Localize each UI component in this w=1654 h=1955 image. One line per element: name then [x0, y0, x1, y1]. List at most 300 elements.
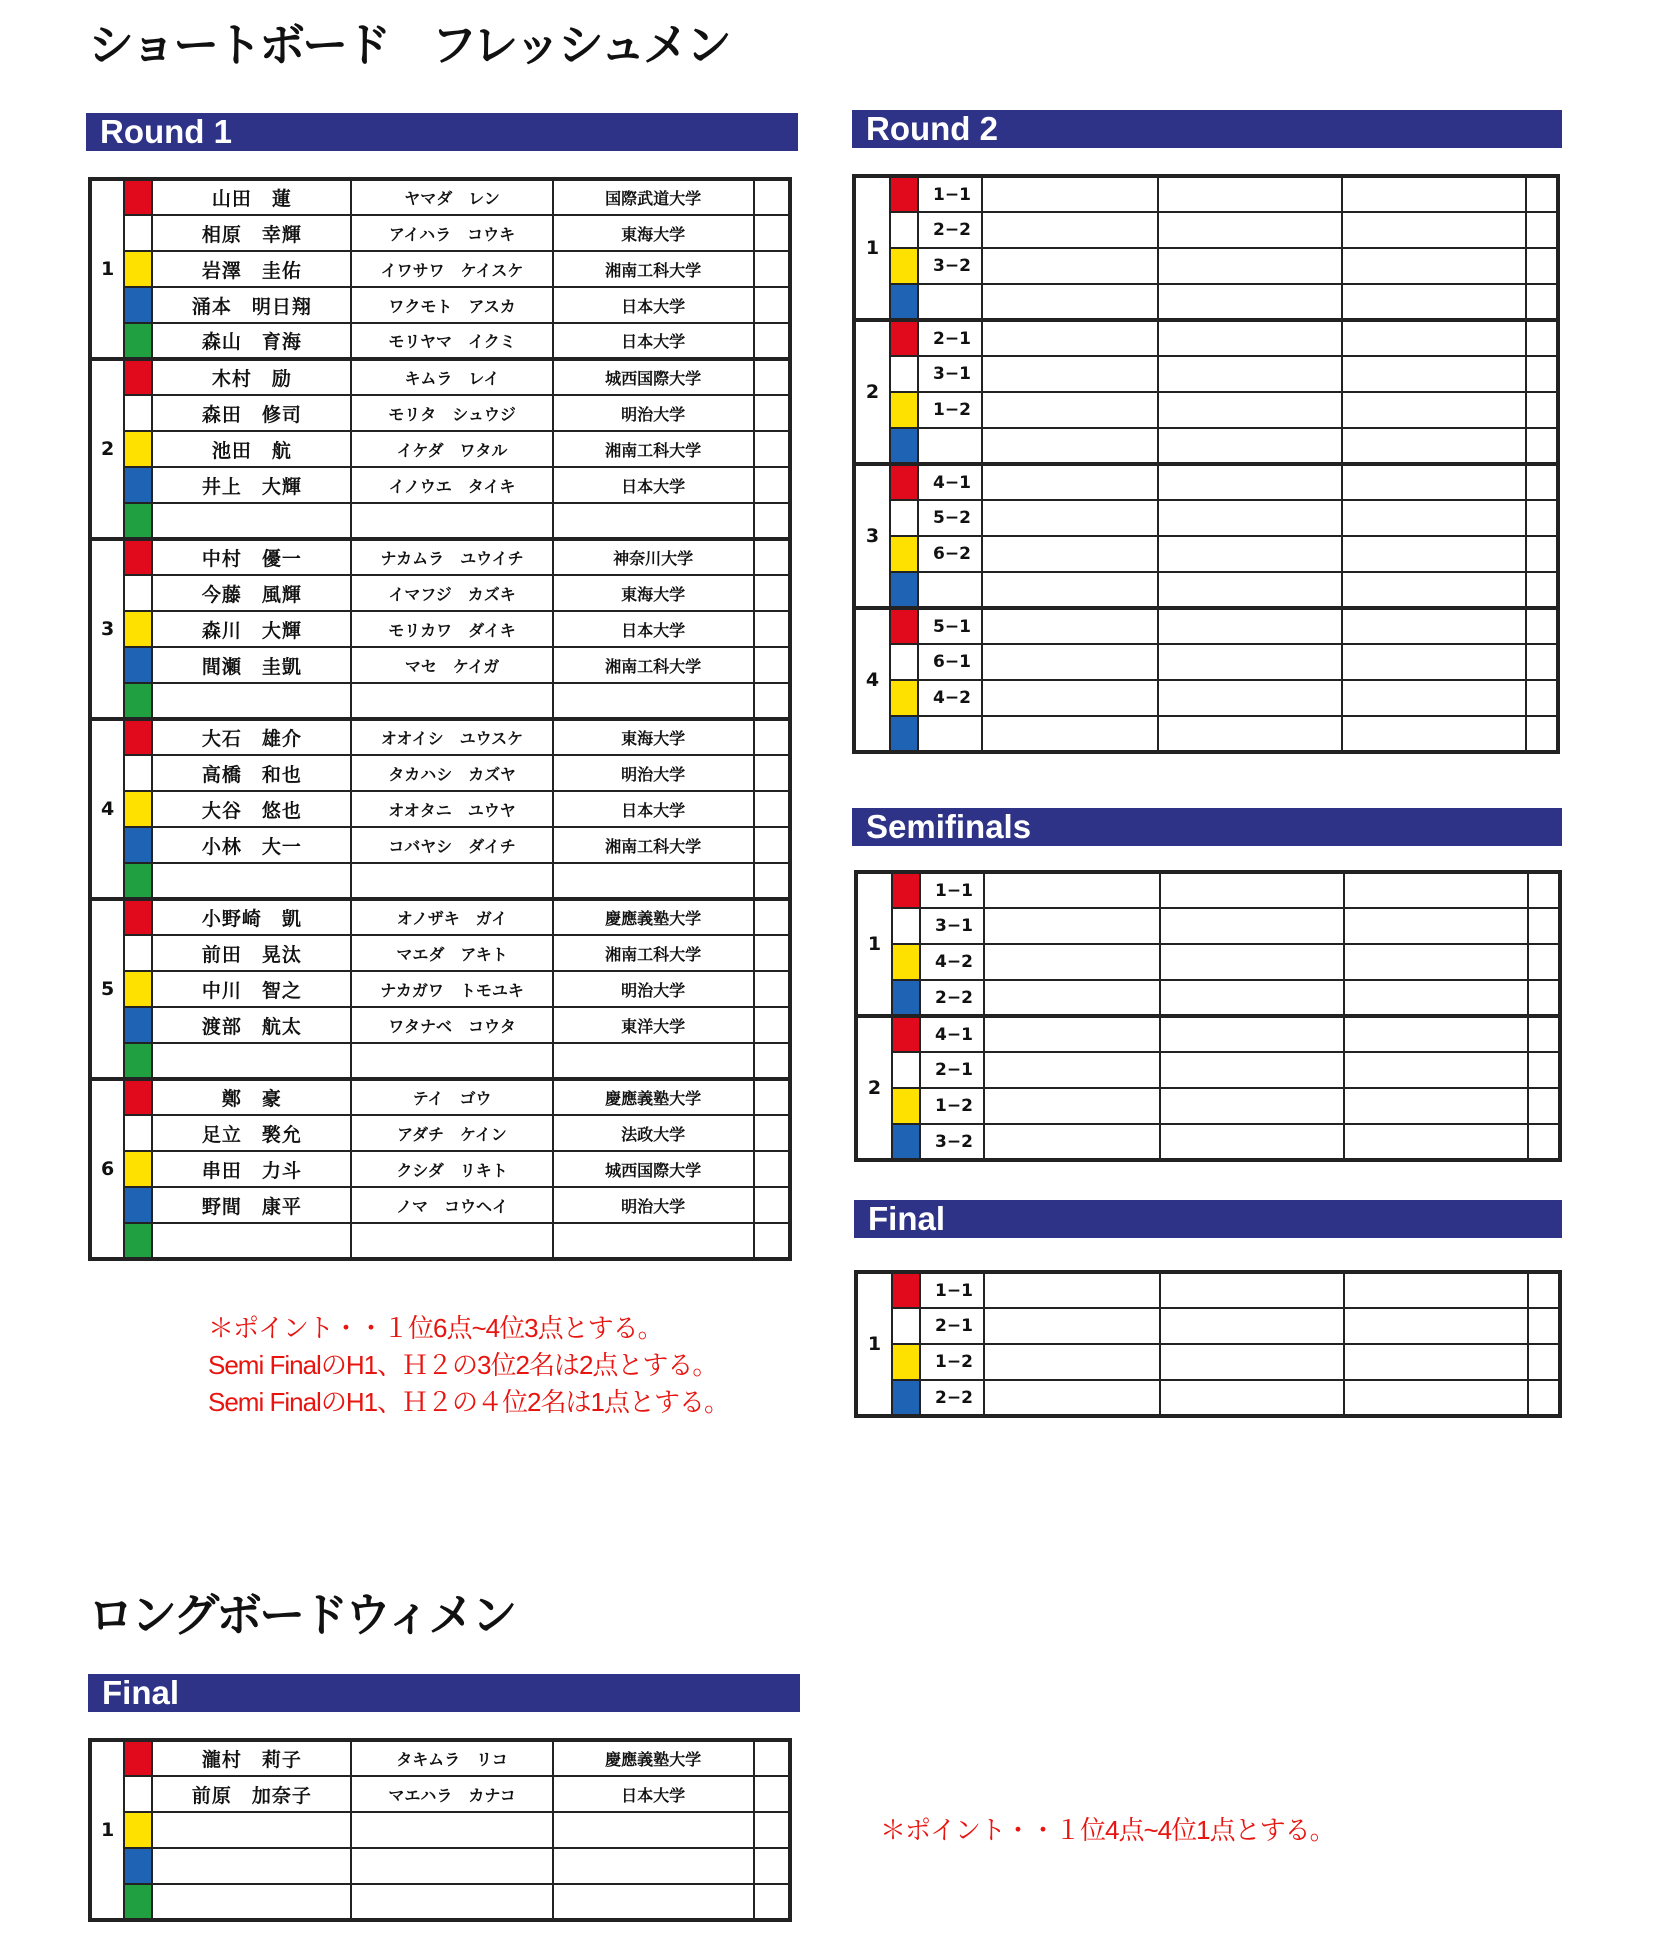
- surfer-name: [152, 1812, 351, 1848]
- surfer-kana: [351, 1043, 552, 1079]
- surfer-name: [152, 1884, 351, 1920]
- score-cell: [754, 1848, 790, 1884]
- surfer-kana: タカハシ カズヤ: [351, 755, 552, 791]
- entry-cell: [984, 1124, 1160, 1160]
- entry-cell: [984, 1380, 1160, 1416]
- table-row: [854, 464, 1558, 500]
- advance-code: 6−2: [918, 536, 982, 572]
- advance-code: 4−1: [918, 464, 982, 500]
- table-row: [856, 1380, 1560, 1416]
- heat-number: 5: [90, 899, 124, 1079]
- entry-cell: [984, 1016, 1160, 1052]
- jersey-color-green: [124, 323, 152, 359]
- table-row: [854, 428, 1558, 464]
- jersey-color-green: [124, 1043, 152, 1079]
- entry-cell: [982, 428, 1158, 464]
- jersey-color-red: [892, 1272, 920, 1308]
- surfer-university: 城西国際大学: [553, 1151, 754, 1187]
- jersey-color-yellow: [124, 971, 152, 1007]
- score-cell: [1526, 320, 1558, 356]
- entry-cell: [1344, 1016, 1528, 1052]
- advance-code: 2−1: [920, 1308, 984, 1344]
- advance-code: 1−1: [920, 1272, 984, 1308]
- jersey-color-white: [892, 1052, 920, 1088]
- entry-cell: [984, 872, 1160, 908]
- table-row: [90, 575, 790, 611]
- entry-cell: [982, 464, 1158, 500]
- surfer-university: 湘南工科大学: [553, 935, 754, 971]
- entry-cell: [1342, 356, 1526, 392]
- semifinals-table: [854, 870, 1562, 1162]
- advance-code: 4−2: [918, 680, 982, 716]
- surfer-kana: [351, 1812, 552, 1848]
- entry-cell: [982, 572, 1158, 608]
- entry-cell: [1160, 1380, 1344, 1416]
- table-row: [90, 719, 790, 755]
- score-cell: [754, 863, 790, 899]
- entry-cell: [1344, 1052, 1528, 1088]
- score-cell: [754, 899, 790, 935]
- entry-cell: [1160, 1016, 1344, 1052]
- surfer-kana: マセ ケイガ: [351, 647, 552, 683]
- table-row: [90, 1740, 790, 1776]
- surfer-name: 岩澤 圭佑: [152, 251, 351, 287]
- surfer-name: 足立 褧允: [152, 1115, 351, 1151]
- surfer-university: [553, 1043, 754, 1079]
- score-cell: [1528, 1052, 1560, 1088]
- jersey-color-blue: [892, 980, 920, 1016]
- entry-cell: [982, 212, 1158, 248]
- surfer-university: 明治大学: [553, 1187, 754, 1223]
- table-row: [90, 1115, 790, 1151]
- entry-cell: [1158, 176, 1342, 212]
- table-row: [856, 980, 1560, 1016]
- surfer-kana: マエハラ カナコ: [351, 1776, 552, 1812]
- heat-number: 1: [90, 1740, 124, 1920]
- jersey-color-yellow: [124, 1151, 152, 1187]
- entry-cell: [1344, 944, 1528, 980]
- table-row: [90, 431, 790, 467]
- round2-header: Round 2: [852, 110, 1562, 148]
- jersey-color-yellow: [124, 1812, 152, 1848]
- jersey-color-green: [124, 503, 152, 539]
- surfer-name: 鄭 豪: [152, 1079, 351, 1115]
- jersey-color-blue: [890, 716, 918, 752]
- note-line-3: Semi FinalのH1、Ｈ２の４位2名は1点とする。: [208, 1387, 729, 1417]
- table-row: [90, 215, 790, 251]
- surfer-name: 間瀬 圭凱: [152, 647, 351, 683]
- jersey-color-white: [890, 212, 918, 248]
- entry-cell: [982, 392, 1158, 428]
- heat-number: 4: [854, 608, 890, 752]
- entry-cell: [1160, 1052, 1344, 1088]
- table-row: [90, 1151, 790, 1187]
- table-row: [854, 644, 1558, 680]
- table-row: [90, 1848, 790, 1884]
- jersey-color-blue: [124, 827, 152, 863]
- surfer-kana: ワタナベ コウタ: [351, 1007, 552, 1043]
- table-row: [854, 572, 1558, 608]
- jersey-color-red: [890, 608, 918, 644]
- advance-code: [918, 284, 982, 320]
- entry-cell: [1342, 536, 1526, 572]
- entry-cell: [1344, 1344, 1528, 1380]
- score-cell: [754, 539, 790, 575]
- longboard-note: ＊ポイント・・１位4点~4位1点とする。: [880, 1815, 1335, 1845]
- entry-cell: [1344, 1272, 1528, 1308]
- score-cell: [754, 323, 790, 359]
- jersey-color-blue: [124, 287, 152, 323]
- score-cell: [754, 1079, 790, 1115]
- entry-cell: [982, 680, 1158, 716]
- surfer-name: 高橋 和也: [152, 755, 351, 791]
- jersey-color-red: [124, 179, 152, 215]
- score-cell: [1528, 944, 1560, 980]
- entry-cell: [1160, 1088, 1344, 1124]
- score-cell: [754, 359, 790, 395]
- advance-code: 4−1: [920, 1016, 984, 1052]
- score-cell: [754, 935, 790, 971]
- advance-code: 2−2: [920, 980, 984, 1016]
- surfer-university: [553, 1884, 754, 1920]
- table-row: [856, 1272, 1560, 1308]
- jersey-color-green: [124, 1223, 152, 1259]
- score-cell: [754, 791, 790, 827]
- entry-cell: [982, 284, 1158, 320]
- entry-cell: [1160, 908, 1344, 944]
- jersey-color-yellow: [124, 251, 152, 287]
- heat-number: 6: [90, 1079, 124, 1259]
- advance-code: 1−2: [918, 392, 982, 428]
- heat-number: 1: [856, 1272, 892, 1416]
- table-row: [854, 608, 1558, 644]
- surfer-name: [152, 503, 351, 539]
- surfer-kana: イノウエ タイキ: [351, 467, 552, 503]
- score-cell: [754, 647, 790, 683]
- heat-number: 1: [856, 872, 892, 1016]
- jersey-color-red: [124, 539, 152, 575]
- entry-cell: [984, 1088, 1160, 1124]
- table-row: [856, 1124, 1560, 1160]
- advance-code: 2−1: [918, 320, 982, 356]
- entry-cell: [984, 908, 1160, 944]
- jersey-color-blue: [124, 467, 152, 503]
- score-cell: [754, 1223, 790, 1259]
- entry-cell: [984, 980, 1160, 1016]
- note-line-1: ＊ポイント・・１位6点~4位3点とする。: [208, 1313, 663, 1343]
- surfer-name: 池田 航: [152, 431, 351, 467]
- jersey-color-white: [890, 644, 918, 680]
- surfer-kana: ノマ コウヘイ: [351, 1187, 552, 1223]
- entry-cell: [1158, 608, 1342, 644]
- entry-cell: [984, 1272, 1160, 1308]
- entry-cell: [1342, 572, 1526, 608]
- round1-header: Round 1: [86, 113, 798, 151]
- entry-cell: [1342, 392, 1526, 428]
- entry-cell: [1344, 1124, 1528, 1160]
- shortboard-title: ショートボード フレッシュメン: [88, 18, 729, 72]
- table-row: [854, 536, 1558, 572]
- surfer-name: 大石 雄介: [152, 719, 351, 755]
- longboard-final-header: Final: [88, 1674, 800, 1712]
- table-row: [90, 827, 790, 863]
- jersey-color-yellow: [124, 611, 152, 647]
- jersey-color-blue: [124, 647, 152, 683]
- surfer-university: [553, 683, 754, 719]
- table-row: [90, 1223, 790, 1259]
- heat-number: 3: [854, 464, 890, 608]
- table-row: [90, 935, 790, 971]
- surfer-name: 瀧村 莉子: [152, 1740, 351, 1776]
- jersey-color-green: [124, 863, 152, 899]
- jersey-color-blue: [890, 572, 918, 608]
- score-cell: [1528, 872, 1560, 908]
- advance-code: 1−1: [918, 176, 982, 212]
- surfer-kana: イケダ ワタル: [351, 431, 552, 467]
- entry-cell: [1158, 356, 1342, 392]
- table-row: [90, 611, 790, 647]
- score-cell: [1528, 1124, 1560, 1160]
- score-cell: [754, 971, 790, 1007]
- jersey-color-white: [124, 575, 152, 611]
- surfer-kana: [351, 1884, 552, 1920]
- surfer-name: 小野崎 凱: [152, 899, 351, 935]
- surfer-university: 湘南工科大学: [553, 647, 754, 683]
- surfer-university: [553, 1223, 754, 1259]
- jersey-color-red: [124, 359, 152, 395]
- entry-cell: [1344, 980, 1528, 1016]
- surfer-kana: イワサワ ケイスケ: [351, 251, 552, 287]
- entry-cell: [984, 1308, 1160, 1344]
- entry-cell: [1158, 644, 1342, 680]
- jersey-color-white: [892, 908, 920, 944]
- heat-number: 4: [90, 719, 124, 899]
- surfer-kana: オノザキ ガイ: [351, 899, 552, 935]
- jersey-color-green: [124, 1884, 152, 1920]
- table-row: [90, 1187, 790, 1223]
- entry-cell: [1158, 392, 1342, 428]
- score-cell: [754, 1740, 790, 1776]
- entry-cell: [982, 716, 1158, 752]
- surfer-name: 大谷 悠也: [152, 791, 351, 827]
- entry-cell: [1158, 572, 1342, 608]
- entry-cell: [1342, 428, 1526, 464]
- entry-cell: [1158, 680, 1342, 716]
- entry-cell: [1158, 716, 1342, 752]
- surfer-university: 明治大学: [553, 755, 754, 791]
- score-cell: [1526, 608, 1558, 644]
- advance-code: 3−1: [918, 356, 982, 392]
- score-cell: [754, 1151, 790, 1187]
- entry-cell: [984, 1344, 1160, 1380]
- surfer-kana: モリヤマ イクミ: [351, 323, 552, 359]
- surfer-name: 小林 大一: [152, 827, 351, 863]
- surfer-kana: [351, 1223, 552, 1259]
- score-cell: [754, 611, 790, 647]
- surfer-kana: オオイシ ユウスケ: [351, 719, 552, 755]
- table-row: [90, 359, 790, 395]
- surfer-name: [152, 683, 351, 719]
- jersey-color-red: [890, 464, 918, 500]
- score-cell: [1526, 284, 1558, 320]
- table-row: [856, 1308, 1560, 1344]
- entry-cell: [1344, 908, 1528, 944]
- heat-number: 3: [90, 539, 124, 719]
- advance-code: 3−2: [920, 1124, 984, 1160]
- entry-cell: [982, 608, 1158, 644]
- score-cell: [1526, 464, 1558, 500]
- surfer-university: [553, 1848, 754, 1884]
- surfer-name: [152, 1223, 351, 1259]
- score-cell: [1528, 1272, 1560, 1308]
- jersey-color-red: [890, 320, 918, 356]
- surfer-name: 涌本 明日翔: [152, 287, 351, 323]
- surfer-university: 日本大学: [553, 1776, 754, 1812]
- entry-cell: [1158, 212, 1342, 248]
- entry-cell: [1342, 464, 1526, 500]
- surfer-university: 日本大学: [553, 323, 754, 359]
- table-row: [856, 1088, 1560, 1124]
- entry-cell: [1342, 320, 1526, 356]
- heat-number: 1: [90, 179, 124, 359]
- entry-cell: [1344, 1380, 1528, 1416]
- jersey-color-red: [124, 1079, 152, 1115]
- jersey-color-yellow: [124, 431, 152, 467]
- score-cell: [1526, 428, 1558, 464]
- entry-cell: [982, 644, 1158, 680]
- score-cell: [754, 431, 790, 467]
- jersey-color-white: [124, 215, 152, 251]
- heat-number: 2: [856, 1016, 892, 1160]
- score-cell: [1526, 500, 1558, 536]
- surfer-kana: タキムラ リコ: [351, 1740, 552, 1776]
- advance-code: 4−2: [920, 944, 984, 980]
- score-cell: [1526, 644, 1558, 680]
- jersey-color-white: [890, 356, 918, 392]
- entry-cell: [1160, 1272, 1344, 1308]
- surfer-kana: ヤマダ レン: [351, 179, 552, 215]
- entry-cell: [1342, 248, 1526, 284]
- surfer-kana: アイハラ コウキ: [351, 215, 552, 251]
- entry-cell: [1344, 872, 1528, 908]
- jersey-color-blue: [892, 1380, 920, 1416]
- score-cell: [1526, 536, 1558, 572]
- surfer-university: 法政大学: [553, 1115, 754, 1151]
- table-row: [856, 1052, 1560, 1088]
- table-row: [854, 500, 1558, 536]
- table-row: [90, 1079, 790, 1115]
- table-row: [90, 647, 790, 683]
- table-row: [90, 287, 790, 323]
- score-cell: [754, 287, 790, 323]
- score-cell: [754, 215, 790, 251]
- entry-cell: [1342, 680, 1526, 716]
- jersey-color-red: [124, 899, 152, 935]
- entry-cell: [982, 500, 1158, 536]
- surfer-kana: イマフジ カズキ: [351, 575, 552, 611]
- advance-code: [918, 428, 982, 464]
- final-table: [854, 1270, 1562, 1418]
- score-cell: [754, 755, 790, 791]
- score-cell: [1526, 392, 1558, 428]
- surfer-university: [553, 863, 754, 899]
- jersey-color-blue: [124, 1848, 152, 1884]
- surfer-name: 今藤 風輝: [152, 575, 351, 611]
- table-row: [854, 176, 1558, 212]
- longboard-title: ロングボードウィメン: [88, 1588, 515, 1642]
- score-cell: [754, 1115, 790, 1151]
- surfer-kana: アダチ ケイン: [351, 1115, 552, 1151]
- surfer-kana: ワクモト アスカ: [351, 287, 552, 323]
- jersey-color-blue: [890, 284, 918, 320]
- surfer-kana: ナカムラ ユウイチ: [351, 539, 552, 575]
- jersey-color-yellow: [892, 1344, 920, 1380]
- entry-cell: [1342, 212, 1526, 248]
- advance-code: 1−2: [920, 1344, 984, 1380]
- jersey-color-yellow: [892, 1088, 920, 1124]
- score-cell: [1526, 716, 1558, 752]
- table-row: [854, 284, 1558, 320]
- surfer-university: [553, 503, 754, 539]
- jersey-color-blue: [124, 1007, 152, 1043]
- score-cell: [1526, 680, 1558, 716]
- table-row: [90, 1884, 790, 1920]
- surfer-university: 湘南工科大学: [553, 827, 754, 863]
- score-cell: [754, 251, 790, 287]
- surfer-university: 日本大学: [553, 467, 754, 503]
- surfer-kana: [351, 1848, 552, 1884]
- table-row: [854, 392, 1558, 428]
- table-row: [90, 1043, 790, 1079]
- surfer-name: 山田 蓮: [152, 179, 351, 215]
- table-row: [90, 251, 790, 287]
- surfer-kana: ナカガワ トモユキ: [351, 971, 552, 1007]
- surfer-university: 東海大学: [553, 575, 754, 611]
- jersey-color-red: [892, 1016, 920, 1052]
- score-cell: [754, 503, 790, 539]
- surfer-name: 渡部 航太: [152, 1007, 351, 1043]
- table-row: [856, 944, 1560, 980]
- surfer-name: 森田 修司: [152, 395, 351, 431]
- advance-code: 3−1: [920, 908, 984, 944]
- table-row: [90, 179, 790, 215]
- table-row: [90, 755, 790, 791]
- jersey-color-red: [124, 1740, 152, 1776]
- table-row: [854, 212, 1558, 248]
- surfer-university: 日本大学: [553, 611, 754, 647]
- score-cell: [754, 1187, 790, 1223]
- advance-code: 2−2: [920, 1380, 984, 1416]
- surfer-kana: キムラ レイ: [351, 359, 552, 395]
- jersey-color-white: [124, 1776, 152, 1812]
- table-row: [90, 395, 790, 431]
- jersey-color-yellow: [890, 680, 918, 716]
- jersey-color-yellow: [892, 944, 920, 980]
- table-row: [854, 248, 1558, 284]
- entry-cell: [1342, 716, 1526, 752]
- score-cell: [1528, 1088, 1560, 1124]
- table-row: [856, 872, 1560, 908]
- entry-cell: [982, 176, 1158, 212]
- score-cell: [754, 683, 790, 719]
- table-row: [90, 467, 790, 503]
- table-row: [90, 899, 790, 935]
- table-row: [856, 1344, 1560, 1380]
- entry-cell: [1158, 284, 1342, 320]
- jersey-color-white: [124, 755, 152, 791]
- surfer-university: 日本大学: [553, 791, 754, 827]
- score-cell: [754, 467, 790, 503]
